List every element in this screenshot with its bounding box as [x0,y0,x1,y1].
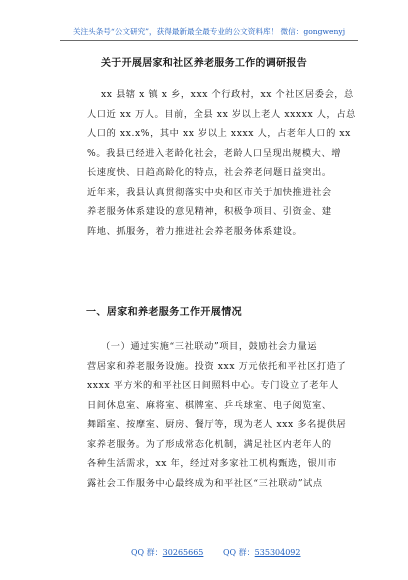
qq-number[interactable]: 30265665 [162,548,204,557]
paragraph-line: 长速度快、日趋高龄化的特点，社会养老问题日益突出。 [87,167,332,178]
paragraph-line: 人口的 xx.x%，其中 xx 岁以上 xxxx 人，占老年人口的 xx [87,128,351,139]
paragraph-line: 人口近 xx 万人。目前，全县 xx 岁以上老人 xxxxx 人，占总 [87,108,356,120]
qq-group-2[interactable] [223,545,300,561]
paragraph-line: 各种生活需求，xx 年，经过对多家社工机构甄选，银川市 [87,458,337,469]
footer-contact [0,545,408,561]
paragraph-line: xx 县辖 x 镇 x 乡，xxx 个行政村，xx 个社区居委会，总 [101,89,354,100]
paragraph-line: 阵地、抓服务，着力推进社会养老服务体系建设。 [87,225,303,237]
qq-group-1[interactable] [131,545,203,561]
paragraph-line: xxxx 平方米的和平社区日间照料中心。专门设立了老年人 [87,380,339,391]
paragraph-line: 营居家和养老服务设施。投资 xxx 万元依托和平社区打造了 [87,360,347,372]
paragraph-line: 养老服务体系建设的意见精神，积极争项目、引资金、建 [87,206,332,217]
paragraph-line: %。我县已经进入老龄化社会，老龄人口呈现出规模大、增 [87,147,342,159]
section-paragraph [87,337,347,493]
header-banner[interactable]: 关注头条号“公文研究”，获得最新最全最专业的公文资料库！ 微信：gongwenyj [60,24,358,41]
paragraph-line: 舞蹈室、按摩室、厨房、餐厅等，现为老人 xxx 多名提供居 [87,419,347,430]
paragraph-line: 家养老服务。为了形成常态化机制，满足社区内老年人的 [87,438,332,450]
document-title: 关于开展居家和社区养老服务工作的调研报告 [101,58,307,69]
section-heading: 一、居家和养老服务工作开展情况 [86,307,242,318]
qq-label: QQ 群： [223,548,255,557]
qq-number[interactable]: 535304092 [254,548,301,557]
qq-label: QQ 群： [131,548,163,557]
paragraph-line: 日间休息室、麻将室、棋牌室、乒乓球室、电子阅览室、 [87,399,332,411]
paragraph-line: （一）通过实施“三社联动”项目，鼓励社会力量运 [101,341,318,352]
paragraph-line: 露社会工作服务中心最终成为和平社区“三社联动”试点 [87,477,323,489]
intro-paragraph [87,85,356,241]
paragraph-line: 近年来，我县认真贯彻落实中央和区市关于加快推进社会 [87,186,332,198]
